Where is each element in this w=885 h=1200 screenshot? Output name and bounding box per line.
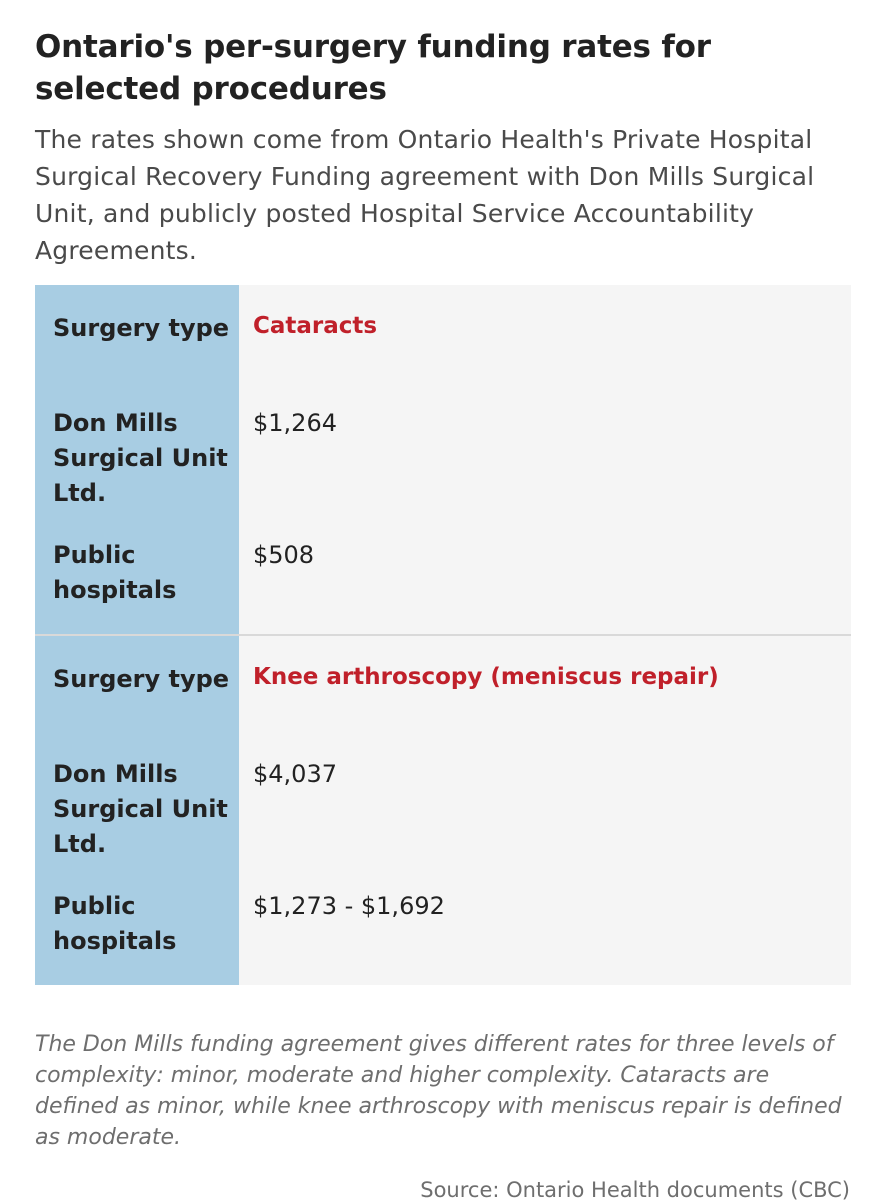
label-column [35, 636, 239, 985]
table-group-knee-arthroscopy [35, 634, 851, 985]
surgery-type-value: Cataracts [253, 313, 378, 339]
surgery-type-value: Knee arthroscopy (meniscus repair) [253, 664, 719, 690]
content [35, 26, 853, 1153]
page-title: Ontario's per-surgery funding rates for selected procedures [35, 29, 711, 107]
table-group-cataracts [35, 285, 851, 634]
don-mills-rate-value: $1,264 [253, 409, 337, 437]
public-hospitals-rate-value: $1,273 - $1,692 [253, 892, 445, 920]
don-mills-rate-value: $4,037 [253, 760, 337, 788]
funding-table [35, 285, 851, 985]
public-hospitals-rate-value: $508 [253, 541, 315, 569]
row-label-public-hospitals: Public hospitals [53, 541, 177, 604]
value-column [239, 636, 851, 985]
page-subtitle: The rates shown come from Ontario Health's Private Hospital Surgical Recovery Funding agreement with Don Mills Surgical Unit, and publicly posted Hospital Service Accountability Agreements. [35, 125, 815, 265]
source-credit: Source: Ontario Health documents (CBC) [420, 1178, 850, 1200]
row-label-surgery-type: Surgery type [53, 314, 230, 342]
row-label-public-hospitals: Public hospitals [53, 892, 177, 955]
footnote: The Don Mills funding agreement gives different rates for three levels of complexity: minor, moderate and higher complexity. Cataracts are defined as minor, while knee arthroscopy with meniscus repair is defined as moderate. [35, 1032, 842, 1150]
row-label-don-mills: Don Mills Surgical Unit Ltd. [53, 409, 228, 507]
value-column [239, 285, 851, 634]
label-column [35, 285, 239, 634]
row-label-surgery-type: Surgery type [53, 665, 230, 693]
row-label-don-mills: Don Mills Surgical Unit Ltd. [53, 760, 228, 858]
